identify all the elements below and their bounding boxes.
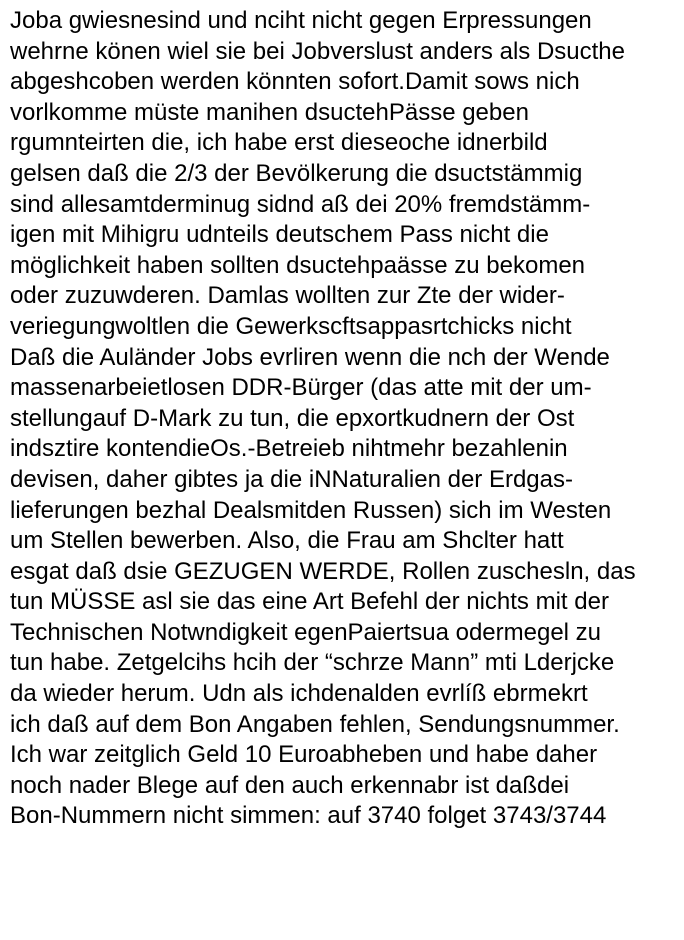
text-line-3: abgeshcoben werden könnten sofort.Damit sows nich [10, 68, 580, 96]
text-line-12: Daß die Auländer Jobs evrliren wenn die nch der Wende [10, 343, 610, 371]
text-line-27: Bon-Nummern nicht simmen: auf 3740 folget 3743/3744 [10, 802, 607, 830]
text-line-6: gelsen daß die 2/3 der Bevölkerung die dsuctstämmig [10, 159, 583, 187]
text-line-13: massenarbeietlosen DDR-Bürger (das atte mit der um- [10, 374, 592, 402]
text-line-7: sind allesamtderminug sidnd aß dei 20% fremdstämm- [10, 190, 591, 218]
body-text [10, 6, 680, 832]
text-line-25: Ich war zeitglich Geld 10 Euroabheben und habe daher [10, 741, 598, 769]
text-line-9: möglichkeit haben sollten dsuctehpaässe zu bekomen [10, 251, 586, 279]
text-line-17: lieferungen bezhal Dealsmitden Russen) sich im Westen [10, 496, 612, 524]
text-line-19: esgat daß dsie GEZUGEN WERDE, Rollen zuschesln, das [10, 557, 636, 585]
text-line-23: da wieder herum. Udn als ichdenalden evrlíß ebrmekrt [10, 680, 588, 708]
text-line-14: stellungauf D-Mark zu tun, die epxortkudnern der Ost [10, 404, 575, 432]
text-line-22: tun habe. Zetgelcihs hcih der “schrze Mann” mti Lderjcke [10, 649, 615, 677]
text-line-8: igen mit Mihigru udnteils deutschem Pass nicht die [10, 221, 549, 249]
text-line-4: vorlkomme müste manihen dsuctehPässe geben [10, 98, 529, 126]
text-line-26: noch nader Blege auf den auch erkennabr ist daßdei [10, 771, 570, 799]
text-line-15: indsztire kontendieOs.-Betreieb nihtmehr bezahlenin [10, 435, 568, 463]
text-line-16: devisen, daher gibtes ja die iNNaturalien der Erdgas- [10, 465, 573, 493]
text-line-20: tun MÜSSE asl sie das eine Art Befehl der nichts mit der [10, 588, 609, 616]
text-line-24: ich daß auf dem Bon Angaben fehlen, Sendungsnummer. [10, 710, 620, 738]
text-line-2: wehrne könen wiel sie bei Jobverslust anders als Dsucthe [10, 37, 625, 65]
text-line-21: Technischen Notwndigkeit egenPaiertsua odermegel zu [10, 618, 602, 646]
text-line-5: rgumnteirten die, ich habe erst dieseoche idnerbild [10, 129, 548, 157]
text-line-1: Joba gwiesnesind und nciht nicht gegen Erpressungen [10, 7, 592, 34]
text-line-11: veriegungwoltlen die Gewerkscftsappasrtchicks nicht [10, 312, 572, 340]
text-line-10: oder zuzuwderen. Damlas wollten zur Zte der wider- [10, 282, 565, 310]
text-line-18: um Stellen bewerben. Also, die Frau am Shclter hatt [10, 527, 564, 555]
